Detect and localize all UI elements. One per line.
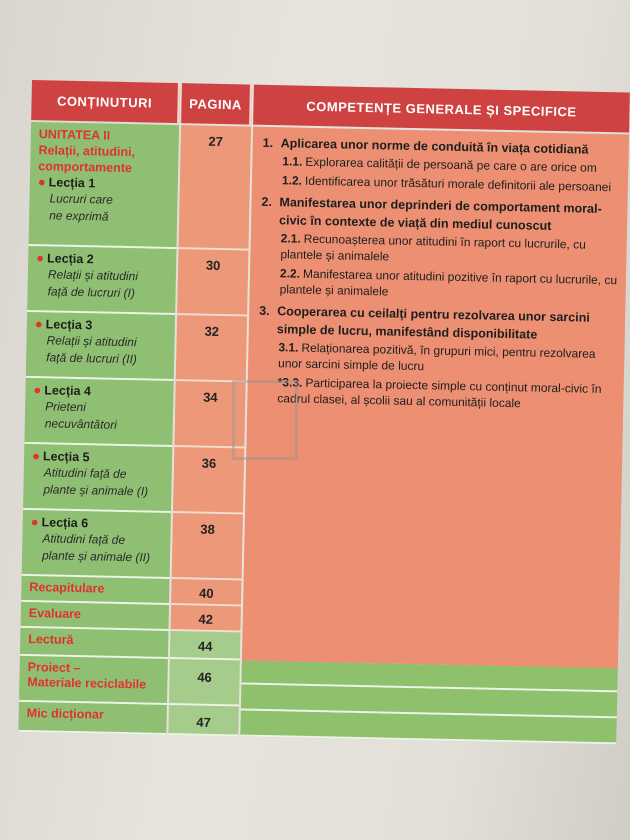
page-number: 47 [168,705,239,736]
competence-2-2: 2.2. Manifestarea unor atitudini pozitive în raport cu lucrurile, cu plantele și animalele [279,266,618,299]
unit-title: UNITATEA II [38,127,111,143]
lesson-title: ● Lecția 5 [31,448,90,465]
header-page: PAGINA [181,83,252,124]
header-contents: CONȚINUTURI [31,80,180,123]
section-label: Proiect – [27,660,81,676]
unit-subtitle-1: Relații, atitudini, [38,143,136,160]
page-number: 27 [178,125,251,250]
page-number: 44 [170,631,241,660]
section-label: Mic dicționar [26,706,104,722]
watermark-frame [232,380,298,460]
page-number: 30 [177,249,248,316]
lesson-cell [26,312,175,381]
contents-table [18,80,630,782]
project-cell [19,656,168,705]
section-label: Recapitulare [29,580,105,596]
competence-3: 3. Cooperarea cu ceilalți pentru rezolvarea unor sarcini [259,303,590,325]
header-competences: COMPETENȚE GENERALE ȘI SPECIFICE [253,85,630,133]
competence-3-line-2: simple de lucru, manifestând disponibilitate [276,322,538,342]
lesson-subtitle: necuvântători [44,416,117,432]
competence-3-1: 3.1. Relaționarea pozitivă, în grupuri mici, pentru rezolvarea unor sarcini simple de lucru [277,340,596,374]
lesson-subtitle: Atitudini față de [42,531,126,548]
bullet-icon: ● [31,448,41,464]
evaluation-cell [21,602,170,631]
page-number: 34 [174,381,245,448]
competences-cell [242,127,629,669]
page-number: 36 [173,447,244,514]
lesson-subtitle: plante și animale (I) [43,482,149,499]
lesson-title: ● Lecția 3 [34,316,93,333]
lesson-subtitle: Relații și atitudini [46,333,137,350]
competence-1: 1. Aplicarea unor norme de conduită în viața cotidiană [262,135,589,157]
competence-2-line-2: civic în contexte de viață din mediul cunoscut [278,213,552,233]
lesson-subtitle: Lucruri care [49,191,114,207]
recap-cell [21,576,170,605]
lesson-cell [23,444,172,513]
lesson-title: ● Lecția 2 [36,250,94,267]
page-number: 42 [170,605,241,632]
bullet-icon: ● [33,382,42,398]
bullet-icon: ● [37,174,46,190]
lesson-subtitle: plante și animale (II) [41,548,151,565]
competence-2: 2. Manifestarea unor deprinderi de comportament moral- [261,194,602,216]
section-label: Evaluare [28,606,82,622]
lesson-subtitle: Relații și atitudini [47,267,139,284]
lesson-subtitle: Atitudini față de [43,465,127,482]
competence-2-1: 2.1. Recunoașterea unor atitudini în raport cu lucrurile, cu plantele și animalele [280,231,586,264]
reading-cell [20,628,169,659]
lesson-title: ● Lecția 4 [33,382,92,399]
unit-subtitle-2: comportamente [38,159,133,176]
lesson-subtitle: ne exprimă [49,208,109,224]
bullet-icon: ● [30,514,39,530]
page-number: 32 [176,315,247,382]
lesson-subtitle: față de lucruri (II) [46,350,138,367]
bullet-icon: ● [36,250,45,266]
lesson-cell [22,510,171,579]
lesson-subtitle: față de lucruri (I) [47,284,136,301]
unit-cell [29,122,180,249]
competence-3-3: *3.3. Participarea la proiecte simple cu conținut moral-civic în cadrul clasei, al școlii sau al comunității locale [277,375,602,411]
section-label-2: Materiale reciclabile [27,675,147,692]
competence-1-1: 1.1. Explorarea calității de persoană pe care o are orice om [282,154,597,175]
bullet-icon: ● [34,316,43,332]
section-label: Lectură [28,632,74,647]
lesson-subtitle: Prieteni [45,399,86,415]
page-number: 38 [172,513,243,580]
lesson-cell [27,246,176,315]
lesson-title: ● Lecția 1 [37,174,96,191]
competence-1-2: 1.2. Identificarea unor trăsături morale definitorii ale persoanei [281,173,612,195]
page-number: 40 [171,579,242,606]
lesson-cell [24,378,173,447]
page-number: 46 [169,659,240,706]
lesson-title: ● Lecția 6 [30,514,89,531]
dictionary-cell [18,702,167,735]
